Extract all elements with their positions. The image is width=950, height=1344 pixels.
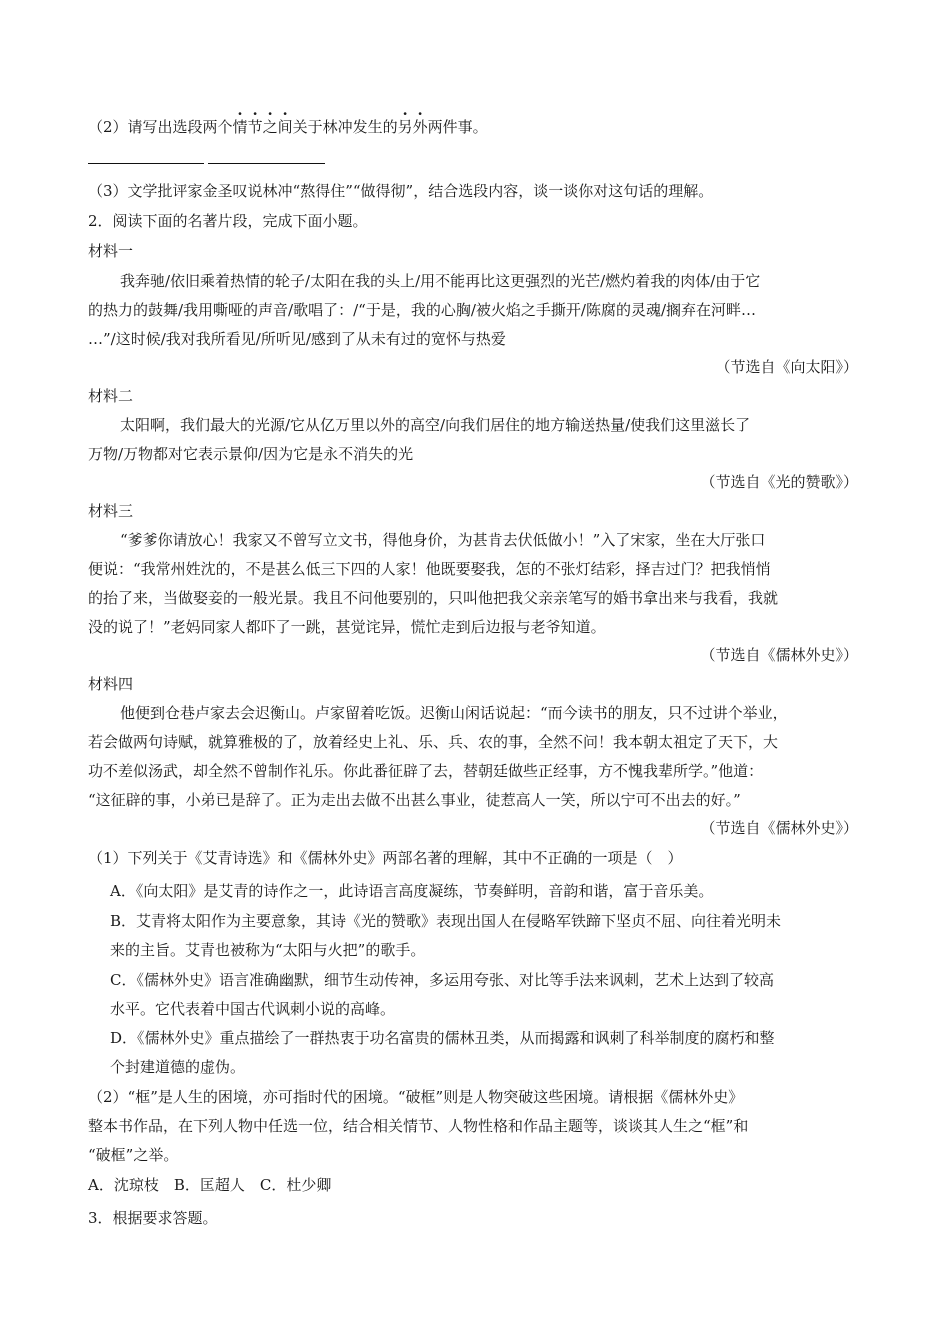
q1-sub2-prefix: （2）请写出选段两个 — [88, 118, 233, 136]
m3-line-1: “爹爹你请放心！我家又不曾写立文书，得他身价，为甚肯去伏低做小！”入了宋家，坐在大厅张口 — [120, 531, 766, 549]
m4-label: 材料四 — [88, 675, 134, 693]
m4-line-4: “这征辟的事，小弟已是辞了。正为走出去做不出甚么事业，徒惹高人一笑，所以宁可不出去的好。” — [88, 791, 741, 809]
option-d-line-2[interactable]: 个封建道德的虚伪。 — [110, 1058, 246, 1076]
q2-sub2-line-2: 整本书作品，在下列人物中任选一位，结合相关情节、人物性格和作品主题等，谈谈其人生之“框”和 — [88, 1117, 749, 1135]
m1-source: （节选自《向太阳》） — [715, 358, 858, 376]
option-d-line-1[interactable]: D．《儒林外史》重点描绘了一群热衷于功名富贵的儒林丑类，从而揭露和讽刺了科举制度的腐朽和整 — [110, 1029, 775, 1047]
m1-line-3: …”/这时候/我对我所看见/所听见/感到了从未有过的宽怀与热爱 — [88, 330, 506, 348]
m1-line-1: 我奔驰/依旧乘着热情的轮子/太阳在我的头上/用不能再比这更强烈的光芒/燃灼着我的肉体/由于它 — [120, 272, 761, 290]
m3-line-3: 的抬了来，当做娶妾的一般光景。我且不问他要别的，只叫他把我父亲亲笔写的婚书拿出来与我看，我就 — [88, 589, 779, 607]
option-a[interactable]: A．《向太阳》是艾青的诗作之一，此诗语言高度凝练，节奏鲜明，音韵和谐，富于音乐美。 — [110, 882, 714, 900]
emphasis-char: 之 — [262, 118, 278, 136]
m1-line-2: 的热力的鼓舞/我用嘶哑的声音/歌唱了：/“于是，我的心胸/被火焰之手撕开/陈腐的灵魂/搁弃在河畔… — [88, 301, 756, 319]
q2-sub2-line-1: （2）“框”是人生的困境，亦可指时代的困境。“破框”则是人物突破这些困境。请根据《儒林外史》 — [88, 1088, 744, 1106]
answer-blank-2[interactable] — [208, 163, 325, 164]
m4-line-1: 他便到仓巷卢家去会迟衡山。卢家留着吃饭。迟衡山闲话说起：“而今读书的朋友，只不过讲个举业， — [120, 704, 788, 722]
m2-line-1: 太阳啊，我们最大的光源/它从亿万里以外的高空/向我们居住的地方输送热量/使我们这里滋长了 — [120, 416, 751, 434]
q1-sub3: （3）文学批评家金圣叹说林冲“熬得住”“做得彻”，结合选段内容，谈一谈你对这句话的理解。 — [88, 182, 714, 200]
m3-line-2: 便说：“我常州姓沈的，不是甚么低三下四的人家！他既要娶我，怎的不张灯结彩，择吉过门？把我悄悄 — [88, 560, 771, 578]
option-c-line-2[interactable]: 水平。它代表着中国古代讽刺小说的高峰。 — [110, 1000, 396, 1018]
option-c-line-1[interactable]: C．《儒林外史》语言准确幽默，细节生动传神，多运用夸张、对比等手法来讽刺，艺术上达到了较高 — [110, 971, 774, 989]
m3-line-4: 没的说了！”老妈同家人都吓了一跳，甚觉诧异，慌忙走到后边报与老爷知道。 — [88, 618, 606, 636]
m4-line-2: 若会做两句诗赋，就算雅极的了，放着经史上礼、乐、兵、农的事，全然不问！我本朝太祖定了天下，大 — [88, 733, 779, 751]
option-b-line-2[interactable]: 来的主旨。艾青也被称为“太阳与火把”的歌手。 — [110, 941, 426, 959]
m1-label: 材料一 — [88, 242, 134, 260]
q2-sub2-line-3: “破框”之举。 — [88, 1146, 179, 1164]
q2-title: 2．阅读下面的名著片段，完成下面小题。 — [88, 212, 368, 230]
q2-sub2-choices: A．沈琼枝 B．匡超人 C．杜少卿 — [88, 1176, 332, 1194]
emphasis-char: 另 — [397, 118, 413, 136]
m2-source: （节选自《光的赞歌》） — [700, 473, 858, 491]
emphasis-char: 间 — [277, 118, 293, 136]
m3-label: 材料三 — [88, 502, 134, 520]
option-b-line-1[interactable]: B．艾青将太阳作为主要意象，其诗《光的赞歌》表现出国人在侵略军铁蹄下坚贞不屈、向往着光明未 — [110, 912, 782, 930]
q2-sub1-stem: （1）下列关于《艾青诗选》和《儒林外史》两部名著的理解，其中不正确的一项是（ ） — [88, 849, 683, 867]
q1-sub2 — [88, 116, 488, 138]
emphasis-char: 情 — [232, 118, 248, 136]
m4-line-3: 功不差似汤武，却全然不曾制作礼乐。你此番征辟了去，替朝廷做些正经事，方不愧我辈所学。”他道： — [88, 762, 764, 780]
emphasis-char: 外 — [412, 118, 428, 136]
m4-source: （节选自《儒林外史》） — [700, 819, 858, 837]
q1-sub2-middle: 关于林冲发生的 — [292, 118, 398, 136]
q1-sub2-dotted-b — [398, 118, 428, 136]
emphasis-char: 节 — [247, 118, 263, 136]
q1-sub2-dotted-a — [233, 118, 293, 136]
answer-blank-1[interactable] — [88, 163, 204, 164]
q1-sub2-suffix: 两件事。 — [427, 118, 488, 136]
q3-title: 3．根据要求答题。 — [88, 1209, 218, 1227]
m2-line-2: 万物/万物都对它表示景仰/因为它是永不消失的光 — [88, 445, 414, 463]
m3-source: （节选自《儒林外史》） — [700, 646, 858, 664]
m2-label: 材料二 — [88, 387, 134, 405]
